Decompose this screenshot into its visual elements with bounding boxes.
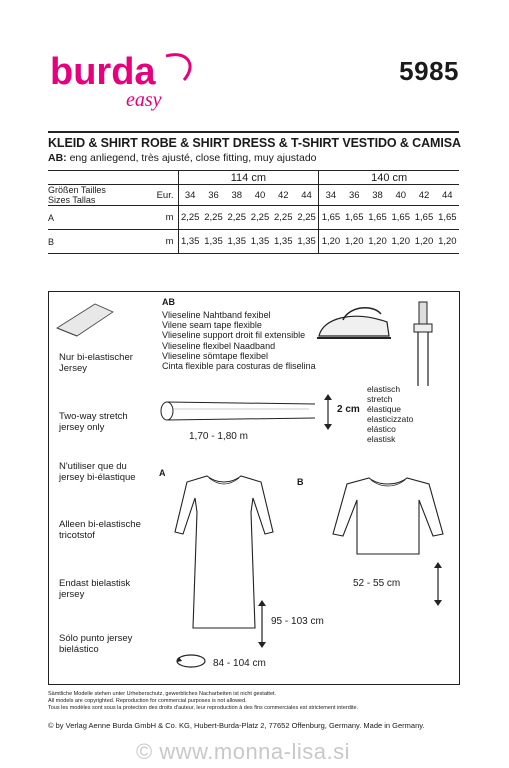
size-cell: 44 [436, 185, 459, 206]
yardage-cell: 1,20 [412, 230, 435, 254]
interfacing-line: Vlieseline sömtape flexibel [162, 350, 269, 361]
yardage-cell: 1,35 [248, 230, 271, 254]
size-cell: 34 [319, 185, 343, 206]
fabric-notes-column [49, 292, 149, 684]
size-cell: 40 [248, 185, 271, 206]
yardage-cell: 1,35 [178, 230, 202, 254]
size-label: Größen Tailles Sizes Tallas [48, 185, 152, 206]
size-cell: 44 [295, 185, 319, 206]
logo-sub: easy [126, 89, 162, 111]
yardage-cell: 1,35 [225, 230, 248, 254]
logo-swoosh [166, 55, 190, 80]
size-cell: 38 [366, 185, 389, 206]
shirt-length: 52 - 55 cm [353, 578, 401, 589]
interfacing-line: Vlieseline flexibel Naadband [162, 340, 276, 351]
watermark: © www.monna-lisa.si [136, 739, 350, 764]
size-cell: 42 [412, 185, 435, 206]
yardage-cell: 1,20 [436, 230, 459, 254]
legal-notice: Sämtliche Modelle stehen unter Urheberschutz, gewerbliches Nacharbeiten ist nicht gestattet. All models are copyrighted. Reproduction for commercial purposes is not allowed. Tous les modèles sont sous la protection des droits d'auteur, leur reproduction à des fins commerciales est strictement interdite. [48, 691, 359, 711]
tape-width: 2 cm [337, 404, 360, 415]
interfacing-list [162, 310, 316, 371]
fabric-note-en: Two-way stretch jersey only [59, 411, 128, 433]
yardage-cell: 1,65 [436, 206, 459, 230]
twin-needle-icon [409, 300, 439, 392]
row-unit: m [152, 230, 178, 254]
double-arrow-icon [323, 392, 333, 432]
fit-description [48, 152, 459, 164]
yardage-cell: 1,65 [389, 206, 412, 230]
copyright-line: © by Verlag Aenne Burda GmbH & Co. KG, Hubert-Burda-Platz 2, 77652 Offenburg, Germany. Made in Germany. [48, 721, 425, 730]
size-cell: 34 [178, 185, 202, 206]
fabric-note-es: Sólo punto jersey bielástico [59, 633, 133, 655]
width-header-140: 140 cm [319, 171, 459, 185]
length-arrow-icon [257, 598, 267, 650]
yardage-table [48, 170, 459, 254]
yardage-cell: 1,65 [412, 206, 435, 230]
garment-title: KLEID & SHIRT ROBE & SHIRT DRESS & T-SHIRT VESTIDO & CAMISA [48, 136, 461, 150]
model-a-label: A [159, 468, 166, 478]
interfacing-views-label: AB [162, 297, 175, 307]
yardage-cell: 2,25 [248, 206, 271, 230]
dress-length: 95 - 103 cm [271, 616, 324, 627]
pattern-number: 5985 [399, 56, 459, 86]
size-cell: 38 [225, 185, 248, 206]
yardage-cell: 1,35 [295, 230, 319, 254]
fabric-note-sv: Endast bielastisk jersey [59, 578, 131, 600]
yardage-cell: 1,35 [202, 230, 225, 254]
row-label-b: B [48, 230, 152, 254]
yardage-cell: 1,65 [319, 206, 343, 230]
interfacing-line: Cinta flexible para costuras de fliselina [162, 361, 316, 372]
dress-width: 84 - 104 cm [213, 658, 266, 669]
seam-tape-roll-icon [159, 400, 319, 422]
yardage-cell: 1,20 [366, 230, 389, 254]
interfacing-line: Vlieseline support droit fil extensible [162, 330, 306, 341]
yardage-cell: 1,20 [389, 230, 412, 254]
yardage-cell: 1,20 [343, 230, 366, 254]
burda-easy-logo [48, 50, 198, 112]
interfacing-line: Vlieseline Nahtband fexibel [162, 310, 271, 320]
length-arrow-icon [433, 560, 443, 608]
row-unit: m [152, 206, 178, 230]
size-cell: 40 [389, 185, 412, 206]
circumference-icon [175, 653, 207, 669]
interfacing-line: Vilene seam tape flexible [162, 320, 262, 331]
fit-text: eng anliegend, très ajusté, close fitting, muy ajustado [69, 152, 317, 164]
fabric-fold-icon [55, 298, 115, 338]
fit-code: AB: [48, 152, 67, 164]
fabric-note-fr: N'utiliser que du jersey bi-élastique [59, 461, 136, 483]
yardage-cell: 2,25 [202, 206, 225, 230]
yardage-cell: 1,20 [319, 230, 343, 254]
yardage-cell: 1,65 [366, 206, 389, 230]
yardage-cell: 1,65 [343, 206, 366, 230]
fabric-note-nl: Alleen bi-elastische tricotstof [59, 519, 141, 541]
tape-length: 1,70 - 1,80 m [189, 431, 248, 442]
size-cell: 36 [343, 185, 366, 206]
stretch-terms: elastisch stretch élastique elasticizzato elástico elastisk [367, 384, 414, 444]
size-cell: 36 [202, 185, 225, 206]
yardage-cell: 2,25 [225, 206, 248, 230]
fabric-note-de: Nur bi-elastischer Jersey [59, 352, 133, 374]
yardage-cell: 1,35 [272, 230, 295, 254]
yardage-cell: 2,25 [178, 206, 202, 230]
size-cell: 42 [272, 185, 295, 206]
logo-wordmark: burda [50, 51, 156, 93]
yardage-cell: 2,25 [295, 206, 319, 230]
shirt-b-drawing [323, 474, 453, 559]
notions-box [48, 291, 460, 685]
iron-icon [313, 302, 393, 346]
eur-label: Eur. [152, 185, 178, 206]
row-label-a: A [48, 206, 152, 230]
yardage-cell: 2,25 [272, 206, 295, 230]
title-block [48, 131, 459, 164]
width-header-114: 114 cm [178, 171, 319, 185]
model-b-label: B [297, 477, 304, 487]
